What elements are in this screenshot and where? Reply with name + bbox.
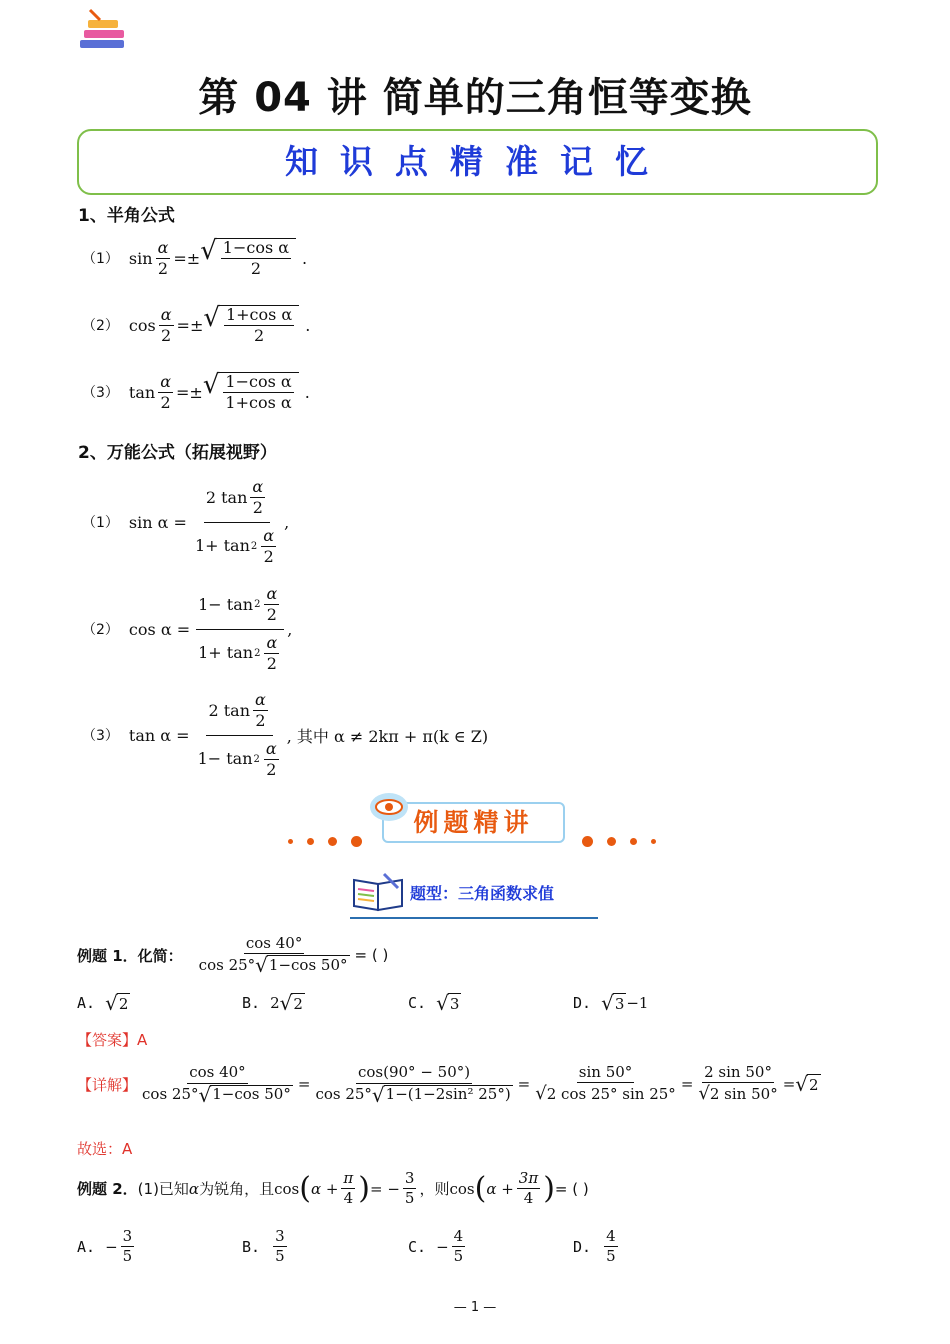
- q2-option-a[interactable]: A. − $\frac{3}{5}$: [77, 1227, 133, 1266]
- type-title: 题型：三角函数求值: [410, 884, 555, 903]
- q1-option-b[interactable]: B. 2 √ 2: [242, 991, 303, 1015]
- example-label: 例题精讲: [382, 802, 565, 843]
- q2-option-d[interactable]: D. $\frac{4}{5}$: [573, 1227, 616, 1266]
- formula-universal-cos: （2） cos α = 1− tan 2 $\frac{\alpha}{2}$ 1+ tan 2 $\frac{\alpha}{2}$ ,: [82, 584, 293, 674]
- formula-universal-sin: （1） sin α = 2 tan $\frac{\alpha}{2}$ 1+ tan 2 $\frac{\alpha}{2}$ ,: [82, 477, 290, 567]
- page-number: — 1 —: [453, 1300, 497, 1315]
- q1-option-d[interactable]: D. √ 3 −1: [573, 991, 649, 1015]
- formula-half-sin: （1） sin $\frac{\alpha}{2}$ =± √ $\frac{\text{1−cos α}}{2}$ .: [82, 236, 308, 279]
- eye-icon: [368, 790, 410, 824]
- formula-half-tan: （3） tan $\frac{\alpha}{2}$ =± √ $\frac{\text{1−cos α}}{\text{1+cos α}}$ .: [82, 370, 310, 413]
- question-1: 例题 1．化简： cos 40° cos 25° √ 1−cos 50° = ( ): [77, 934, 389, 978]
- q1-option-c[interactable]: C. √ 3: [408, 991, 460, 1015]
- page-title: 第 04 讲 简单的三角恒等变换: [198, 75, 752, 121]
- q1-answer: 【答案】A: [77, 1031, 148, 1049]
- question-2: 例题 2． (1)已知 α 为锐角，且 cos ( α + $\frac{\pi}{4}$ ) = − $\frac{3}{5}$ ，则 cos ( α + $\frac{3\pi}{4}$ ) = ( ): [77, 1169, 589, 1208]
- open-book-icon: [350, 872, 408, 912]
- formula-half-cos: （2） cos $\frac{\alpha}{2}$ =± √ $\frac{\text{1+cos α}}{2}$ .: [82, 303, 311, 346]
- type-underline: [350, 917, 598, 919]
- section-universal-heading: 2、万能公式（拓展视野）: [78, 443, 277, 463]
- formula-universal-tan: （3） tan α = 2 tan $\frac{\alpha}{2}$ 1− tan 2 $\frac{\alpha}{2}$ , 其中 α ≠ 2kπ + π(k ∈ Z): [82, 690, 489, 780]
- decor-dots-right: [582, 831, 670, 850]
- q1-conclusion: 故选：A: [77, 1140, 133, 1158]
- decor-dots-left: [288, 831, 376, 850]
- q1-option-a[interactable]: A. √ 2: [77, 991, 129, 1015]
- books-logo-icon: [78, 8, 130, 52]
- knowledge-banner: [77, 129, 878, 195]
- q2-option-b[interactable]: B. $\frac{3}{5}$: [242, 1227, 285, 1266]
- q1-detail: 【详解】 cos 40° cos 25° √ 1−cos 50° = cos(90° − 50°) cos 25° √ 1−(1−2sin² 25°) = sin 50° √ 2 cos 25° sin 25° = 2 sin 50° √ 2 sin 50° = √ 2: [77, 1063, 819, 1107]
- banner-text: 知识点精准记忆: [285, 142, 670, 181]
- q2-option-c[interactable]: C. − $\frac{4}{5}$: [408, 1227, 464, 1266]
- section-half-angle-heading: 1、半角公式: [78, 206, 175, 226]
